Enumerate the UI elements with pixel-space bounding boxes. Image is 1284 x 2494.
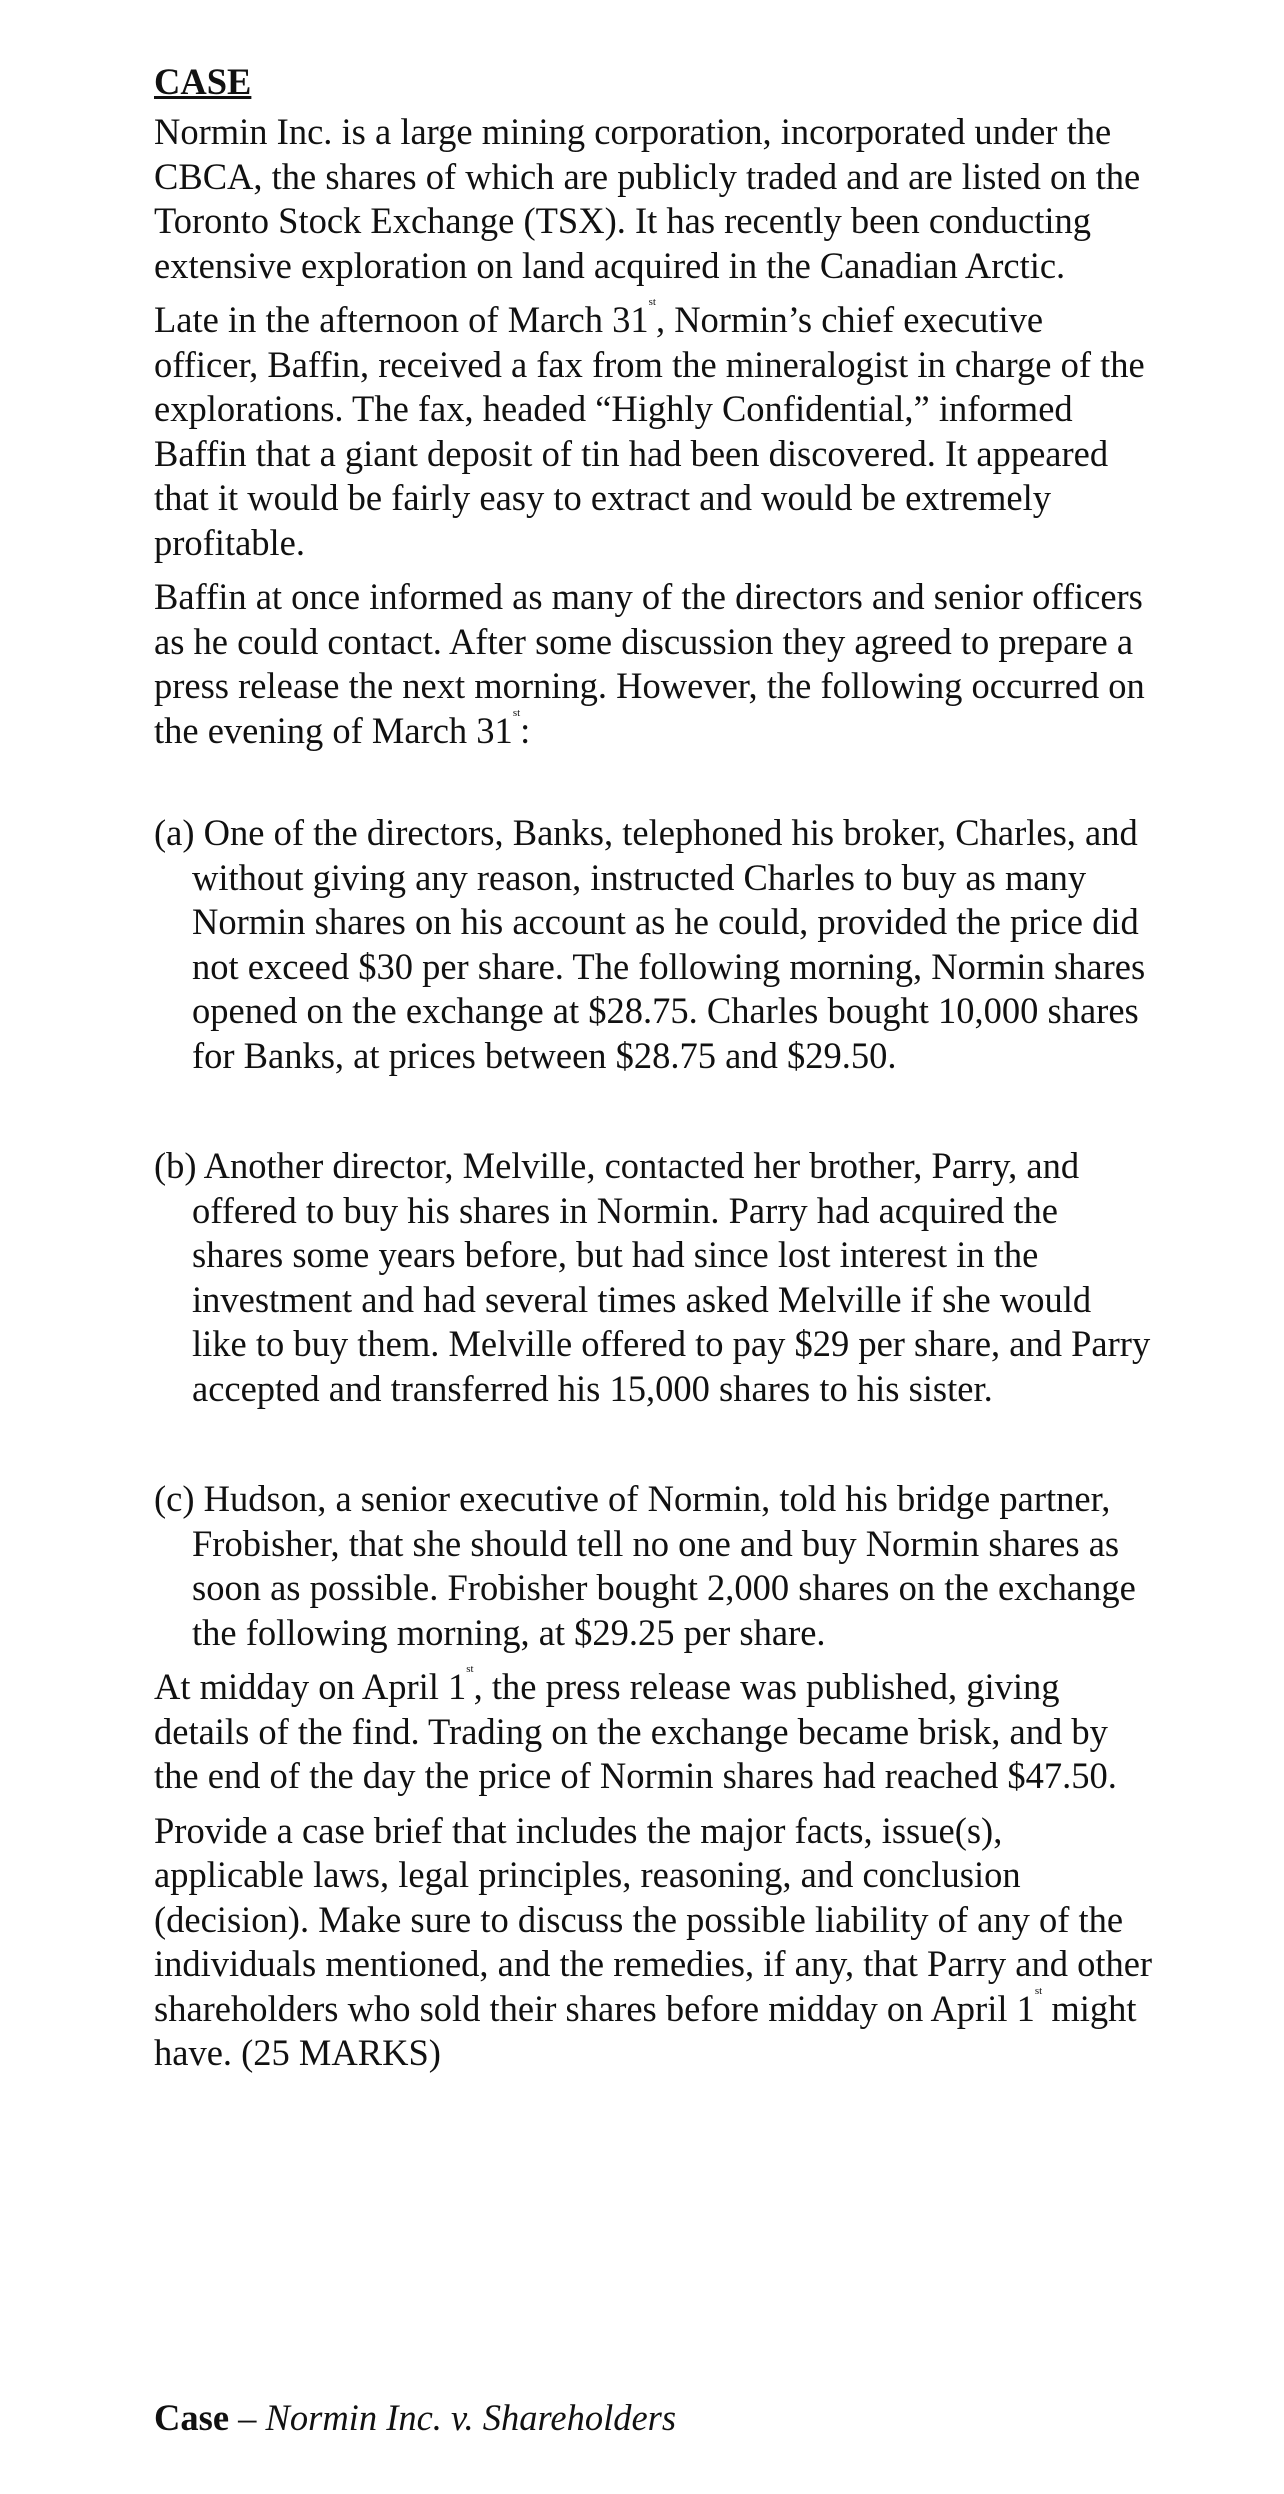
paragraph-instructions: Provide a case brief that includes the major facts, issue(s), applicable laws, legal principles, reasoning, and conclusion (decision). Make sure to discuss the possible liability of any of the individuals mentioned, and the remedies, if any, that Parry and other shareholders who sold their shares before midday on April 1st might have. (25 MARKS)	[154, 1809, 1153, 2073]
paragraph-background: Normin Inc. is a large mining corporation, incorporated under the CBCA, the shares of which are publicly traded and are listed on the Toronto Stock Exchange (TSX). It has recently been conducting extensive exploration on land acquired in the Canadian Arctic.	[154, 111, 1141, 286]
footer-label: Case	[154, 2397, 230, 2438]
footer-case-title: Normin Inc. v. Shareholders	[265, 2397, 677, 2438]
footer-dash: –	[229, 2397, 266, 2438]
case-heading: CASE	[154, 61, 252, 102]
case-document	[154, 60, 1154, 2086]
item-c-hudson: (c) Hudson, a senior executive of Normin, told his bridge partner, Frobisher, that she should tell no one and buy Normin shares as soon as possible. Frobisher bought 2,000 shares on the exchange the following morning, at $29.25 per share.	[154, 1478, 1136, 1653]
case-footer	[154, 2396, 676, 2441]
item-b-melville: (b) Another director, Melville, contacted her brother, Parry, and offered to buy his shares in Normin. Parry had acquired the shares some years before, but had since lost interest in the investment and had several times asked Melville if she would like to buy them. Melville offered to pay $29 per share, and Parry accepted and transferred his 15,000 shares to his sister.	[154, 1145, 1151, 1409]
paragraph-fax: Late in the afternoon of March 31st, Normin’s chief executive officer, Baffin, received a fax from the mineralogist in charge of the explorations. The fax, headed “Highly Confidential,” informed Baffin that a giant deposit of tin had been discovered. It appeared that it would be fairly easy to extract and would be extremely profitable.	[154, 296, 1145, 563]
paragraph-press-release: At midday on April 1st, the press release was published, giving details of the find. Trading on the exchange became brisk, and by the end of the day the price of Normin shares had reached $47.50.	[154, 1663, 1117, 1796]
paragraph-evening: Baffin at once informed as many of the directors and senior officers as he could contact. After some discussion they agreed to prepare a press release the next morning. However, the following occurred on the evening of March 31st:	[154, 576, 1145, 751]
item-a-banks: (a) One of the directors, Banks, telephoned his broker, Charles, and without giving any reason, instructed Charles to buy as many Normin shares on his account as he could, provided the price did not exceed $30 per share. The following morning, Normin shares opened on the exchange at $28.75. Charles bought 10,000 shares for Banks, at prices between $28.75 and $29.50.	[154, 812, 1146, 1076]
